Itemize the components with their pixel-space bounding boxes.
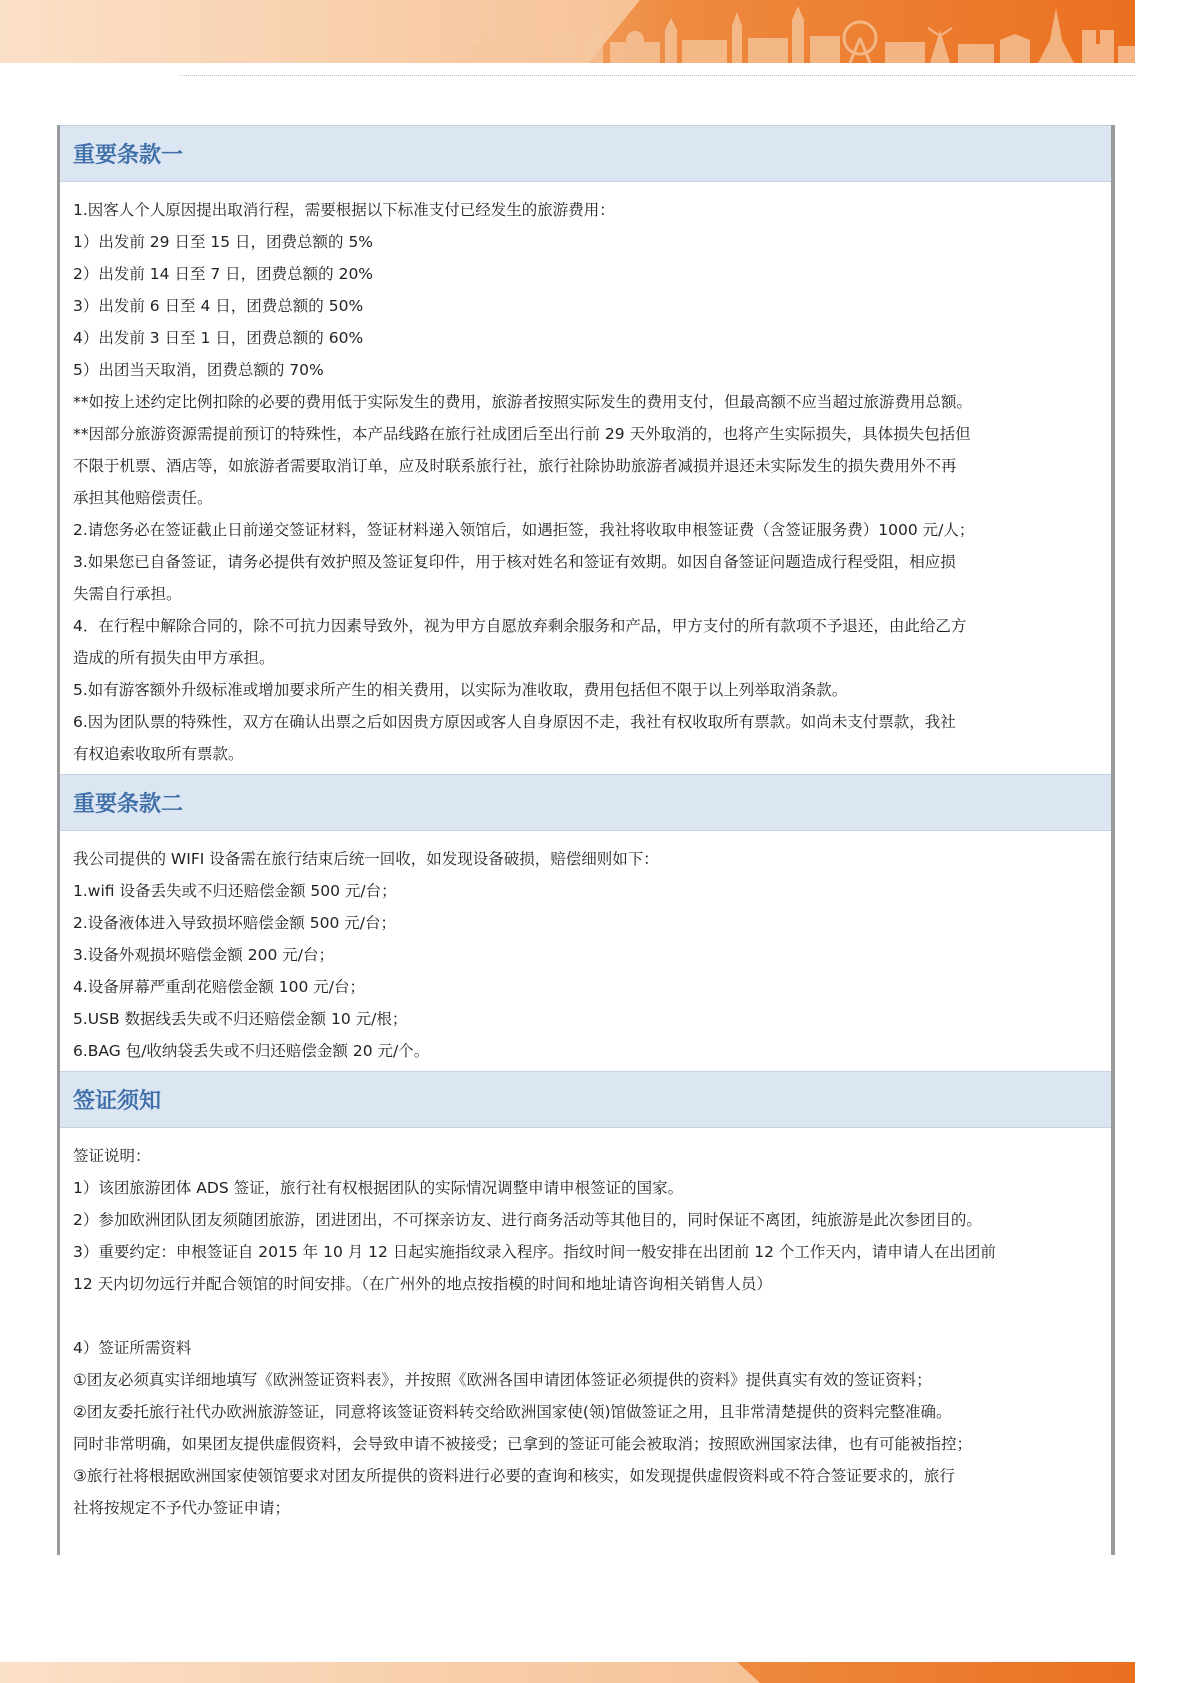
text-line: 社将按规定不予代办签证申请； — [73, 1499, 291, 1517]
text-line: 3）出发前 6 日至 4 日，团费总额的 50% — [73, 297, 364, 315]
section-title: 重要条款一 — [73, 143, 184, 168]
text-line: 4）出发前 3 日至 1 日，团费总额的 60% — [73, 329, 364, 347]
section-body-visa-notice — [60, 1128, 1111, 1528]
section-header-terms-1 — [60, 125, 1111, 182]
text-line: **如按上述约定比例扣除的必要的费用低于实际发生的费用，旅游者按照实际发生的费用支付，但最高额不应当超过旅游费用总额。 — [73, 393, 973, 411]
text-line: 失需自行承担。 — [73, 585, 182, 603]
terms-content-box — [57, 125, 1115, 1555]
text-line: 2.设备液体进入导致损坏赔偿金额 500 元/台； — [73, 914, 396, 932]
text-line: 3.设备外观损坏赔偿金额 200 元/台； — [73, 946, 334, 964]
text-line: ②团友委托旅行社代办欧洲旅游签证，同意将该签证资料转交给欧洲国家使(领)馆做签证之用，且非常清楚提供的资料完整准确。 — [73, 1403, 952, 1421]
text-line: 6.BAG 包/收纳袋丢失或不归还赔偿金额 20 元/个。 — [73, 1042, 430, 1060]
text-line: 签证说明： — [73, 1147, 151, 1165]
header-banner — [0, 0, 1135, 63]
blank-line — [73, 1300, 1103, 1332]
city-skyline-illustration — [470, 0, 1135, 63]
section-body-terms-2 — [60, 831, 1111, 1071]
text-line: 1）出发前 29 日至 15 日，团费总额的 5% — [73, 233, 374, 251]
text-line: 5.USB 数据线丢失或不归还赔偿金额 10 元/根； — [73, 1010, 408, 1028]
text-line: 2）出发前 14 日至 7 日，团费总额的 20% — [73, 265, 374, 283]
text-line: 1.wifi 设备丢失或不归还赔偿金额 500 元/台； — [73, 882, 397, 900]
text-line: **因部分旅游资源需提前预订的特殊性，本产品线路在旅行社成团后至出行前 29 天外取消的，也将产生实际损失，具体损失包括但 — [73, 425, 971, 443]
section-title: 签证须知 — [73, 1089, 162, 1114]
text-line: ③旅行社将根据欧洲国家使领馆要求对团友所提供的资料进行必要的查询和核实，如发现提供虚假资料或不符合签证要求的，旅行 — [73, 1467, 955, 1485]
text-line: 4．在行程中解除合同的，除不可抗力因素导致外，视为甲方自愿放弃剩余服务和产品，甲方支付的所有款项不予退还，由此给乙方 — [73, 617, 967, 635]
text-line: 1.因客人个人原因提出取消行程，需要根据以下标准支付已经发生的旅游费用： — [73, 201, 615, 219]
text-line: ①团友必须真实详细地填写《欧洲签证资料表》，并按照《欧洲各国申请团体签证必须提供的资料》提供真实有效的签证资料； — [73, 1371, 932, 1389]
text-line: 5.如有游客额外升级标准或增加要求所产生的相关费用，以实际为准收取，费用包括但不限于以上列举取消条款。 — [73, 681, 848, 699]
text-line: 有权追索收取所有票款。 — [73, 745, 244, 763]
section-header-visa-notice — [60, 1071, 1111, 1128]
section-header-terms-2 — [60, 774, 1111, 831]
header-dotted-rule — [180, 75, 1135, 76]
text-line: 我公司提供的 WIFI 设备需在旅行结束后统一回收，如发现设备破损，赔偿细则如下： — [73, 850, 659, 868]
text-line: 承担其他赔偿责任。 — [73, 489, 213, 507]
footer-banner — [0, 1662, 1135, 1683]
text-line: 2）参加欧洲团队团友须随团旅游，团进团出，不可探亲访友、进行商务活动等其他目的，同时保证不离团，纯旅游是此次参团目的。 — [73, 1211, 982, 1229]
text-line: 2.请您务必在签证截止日前递交签证材料，签证材料递入领馆后，如遇拒签，我社将收取申根签证费（含签证服务费）1000 元/人； — [73, 521, 975, 539]
text-line: 同时非常明确，如果团友提供虚假资料，会导致申请不被接受；已拿到的签证可能会被取消；按照欧洲国家法律，也有可能被指控； — [73, 1435, 973, 1453]
text-line: 1）该团旅游团体 ADS 签证，旅行社有权根据团队的实际情况调整申请申根签证的国家。 — [73, 1179, 684, 1197]
text-line: 5）出团当天取消，团费总额的 70% — [73, 361, 324, 379]
text-line: 造成的所有损失由甲方承担。 — [73, 649, 275, 667]
section-body-terms-1 — [60, 182, 1111, 774]
section-title: 重要条款二 — [73, 792, 184, 817]
text-line: 3.如果您已自备签证，请务必提供有效护照及签证复印件，用于核对姓名和签证有效期。如因自备签证问题造成行程受阻，相应损 — [73, 553, 956, 571]
text-line: 12 天内切勿远行并配合领馆的时间安排。（在广州外的地点按指模的时间和地址请咨询相关销售人员） — [73, 1275, 772, 1293]
text-line: 3）重要约定：申根签证自 2015 年 10 月 12 日起实施指纹录入程序。指纹时间一般安排在出团前 12 个工作天内，请申请人在出团前 — [73, 1243, 996, 1261]
text-line: 4.设备屏幕严重刮花赔偿金额 100 元/台； — [73, 978, 365, 996]
text-line: 4）签证所需资料 — [73, 1339, 192, 1357]
footer-banner-wedge — [0, 1662, 760, 1683]
text-line: 不限于机票、酒店等，如旅游者需要取消订单，应及时联系旅行社，旅行社除协助旅游者减损并退还未实际发生的损失费用外不再 — [73, 457, 957, 475]
text-line: 6.因为团队票的特殊性，双方在确认出票之后如因贵方原因或客人自身原因不走，我社有权收取所有票款。如尚未支付票款，我社 — [73, 713, 956, 731]
